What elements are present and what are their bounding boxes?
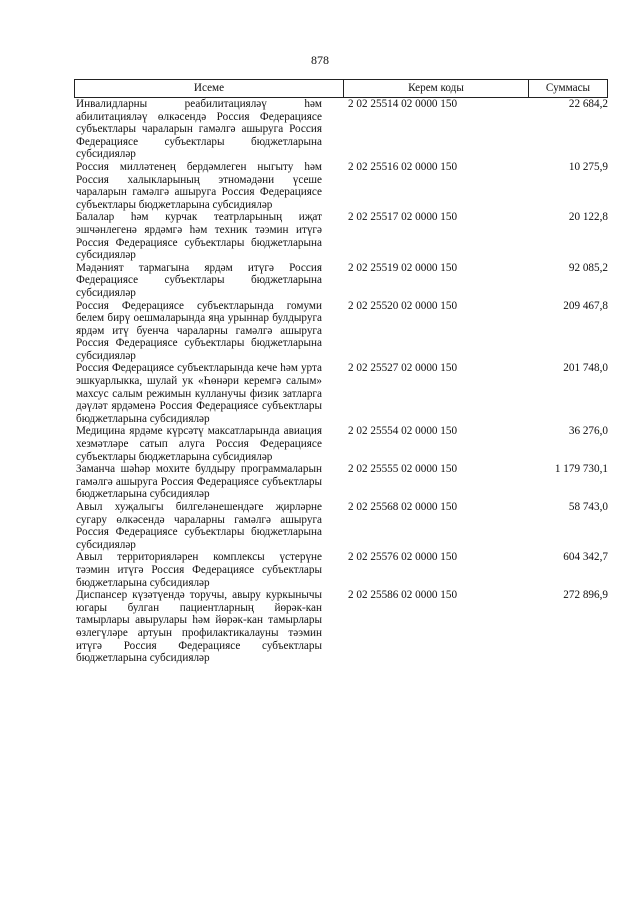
row-code: 2 02 25568 02 0000 150 <box>348 501 458 513</box>
row-sum: 36 276,0 <box>568 425 608 438</box>
revenue-table <box>74 79 608 665</box>
row-sum: 10 275,9 <box>568 160 608 173</box>
row-sum: 92 085,2 <box>568 261 608 274</box>
header-name: Исеме <box>75 80 344 97</box>
table-row <box>74 300 608 363</box>
row-code: 2 02 25576 02 0000 150 <box>348 551 458 564</box>
header-sum: Суммасы <box>545 82 591 95</box>
row-code: 2 02 25519 02 0000 150 <box>348 261 458 274</box>
row-name: Авыл территорияләрен комплексы үстерүне тәэмин итүгә Россия Федерациясе субъектлары бюджетларына субсидияләр <box>76 551 322 589</box>
table-header <box>74 79 608 98</box>
table-row <box>74 551 608 589</box>
row-sum: 22 684,2 <box>568 98 608 110</box>
row-sum: 58 743,0 <box>568 501 608 513</box>
table-row <box>74 362 608 425</box>
row-code: 2 02 25586 02 0000 150 <box>348 589 458 602</box>
row-name: Россия Федерациясе субъектларында гомуми белем бирү оешмаларында яңа урыннар булдыруга ярдәм итү буенча чараларны гамәлгә ашыруга Россия Федерациясе субъектлары бюджетларына субсидияләр <box>76 299 322 362</box>
row-name: Россия Федерациясе субъектларында кече һәм урта эшкуарлыкка, шулай ук «Һөнәри керемгә салым» махсус салым режимын кулланучы физик затларга дәүләт ярдәменә Россия Федерациясе субъектлары бюджетларына субсидияләр <box>76 362 322 425</box>
row-name: Инвалидларны реабилитацияләү һәм абилитацияләү өлкәсендә Россия Федерациясе субъектлары чараларын гамәлгә ашыруга Россия Федерациясе субъектлары бюджетларына субсидияләр <box>76 98 322 161</box>
table-row <box>74 501 608 551</box>
row-sum: 201 748,0 <box>563 362 608 375</box>
row-code: 2 02 25517 02 0000 150 <box>348 211 458 224</box>
table-body <box>74 98 608 665</box>
row-code: 2 02 25527 02 0000 150 <box>348 362 458 375</box>
row-name: Авыл хуҗалыгы билгеләнешендәге җирләрне сугару өлкәсендә чараларны гамәлгә ашыруга Россия Федерациясе субъектлары бюджетларына субсидияләр <box>76 501 322 551</box>
row-code: 2 02 25555 02 0000 150 <box>348 463 458 476</box>
header-code: Керем коды <box>344 80 529 97</box>
row-sum: 272 896,9 <box>563 589 608 602</box>
row-sum: 604 342,7 <box>563 551 608 564</box>
row-code: 2 02 25520 02 0000 150 <box>348 299 458 312</box>
table-row <box>74 161 608 211</box>
row-name: Россия милләтенең бердәмлеген ныгыту һәм Россия халыкларының этномәдәни үсеше чараларын гамәлгә ашыруга Россия Федерациясе субъектлары бюджетларына субсидияләр <box>76 160 322 211</box>
row-code: 2 02 25554 02 0000 150 <box>348 425 458 438</box>
table-row <box>74 98 608 161</box>
row-sum: 1 179 730,1 <box>554 463 608 476</box>
table-row <box>74 463 608 501</box>
table-row <box>74 425 608 463</box>
row-name: Медицина ярдәме күрсәтү максатларында авиация хезмәтләре сатып алуга Россия Федерациясе субъектлары бюджетларына субсидияләр <box>76 425 322 463</box>
row-name: Диспансер күзәтүендә торучы, авыру куркынычы югары булган пациентларның йөрәк-кан тамырлары авырулары һәм йөрәк-кан тамырлары өзлегүләре артуын профилактикалауны тәэмин итүгә Россия Федерациясе субъектлары бюджетларына субсидияләр <box>76 589 322 665</box>
row-name: Заманча шәһәр мохите булдыру программаларын гамәлгә ашыруга Россия Федерациясе субъектлары бюджетларына субсидияләр <box>76 463 322 501</box>
table-row <box>74 262 608 300</box>
row-name: Мәдәният тармагына ярдәм итүгә Россия Федерациясе субъектлары бюджетларына субсидияләр <box>76 261 322 299</box>
page-number: 878 <box>311 53 329 67</box>
row-code: 2 02 25514 02 0000 150 <box>348 98 458 110</box>
table-row <box>74 211 608 261</box>
table-row <box>74 589 608 665</box>
row-name: Балалар һәм курчак театрларының иҗат эшчәнлегенә ярдәмгә һәм техник тәэмин итүгә Россия Федерациясе субъектлары бюджетларына субсидияләр <box>76 211 322 262</box>
row-code: 2 02 25516 02 0000 150 <box>348 160 458 173</box>
row-sum: 20 122,8 <box>568 211 608 224</box>
row-sum: 209 467,8 <box>563 299 608 312</box>
